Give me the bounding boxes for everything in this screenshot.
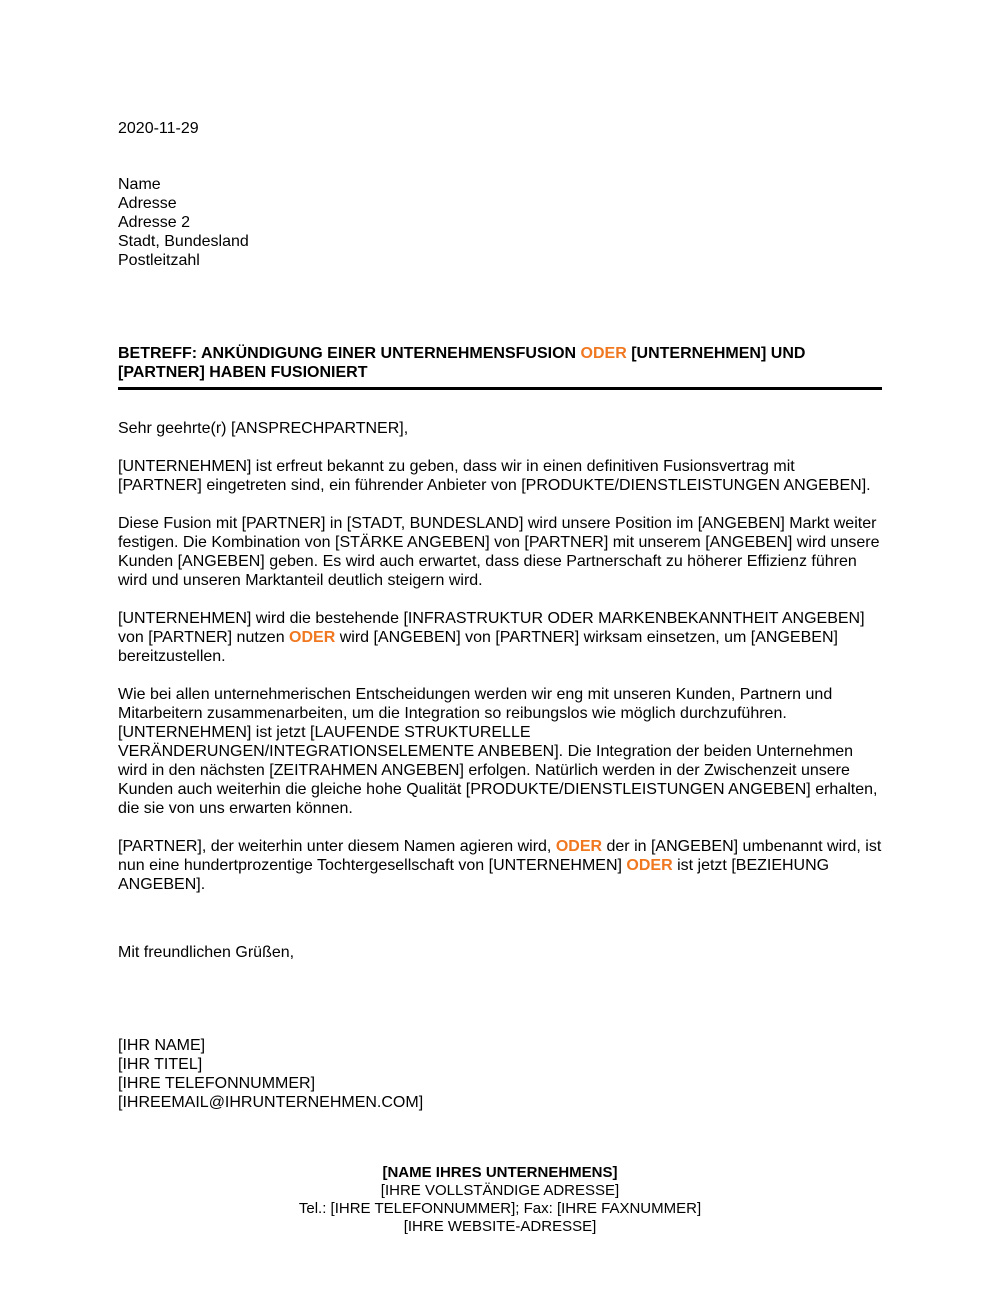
footer-address: [IHRE VOLLSTÄNDIGE ADRESSE] <box>380 1182 620 1199</box>
recipient-postal-code: Postleitzahl <box>118 252 200 269</box>
paragraph-2: Diese Fusion mit [PARTNER] in [STADT, BUNDESLAND] wird unsere Position im [ANGEBEN] Markt weiter festigen. Die Kombination von [STÄRKE ANGEBEN] von [PARTNER] mit unserem [ANGEBEN] wird unsere Kunden [ANGEBEN] geben. Es wird auch erwartet, dass diese Partnerschaft zu höherer Effizienz führen wird und unseren Marktanteil deutlich steigern wird. <box>118 515 880 589</box>
salutation: Sehr geehrte(r) [ANSPRECHPARTNER], <box>118 420 409 437</box>
paragraph-3-text-2: wird [ANGEBEN] von [PARTNER] wirksam einsetzen, um [ANGEBEN] bereitzustellen. <box>118 629 838 665</box>
subject-text-2: [UNTERNEHMEN] UND [PARTNER] HABEN FUSIONIERT <box>118 345 806 381</box>
signature-name: [IHR NAME] <box>118 1037 206 1054</box>
paragraph-4: Wie bei allen unternehmerischen Entscheidungen werden wir eng mit unseren Kunden, Partnern und Mitarbeitern zusammenarbeiten, um die Integration so reibungslos wie möglich durchzuführen. [UNTERNEHMEN] ist jetzt [LAUFENDE STRUKTURELLE VERÄNDERUNGEN/INTEGRATIONSELEMENTE ANBEBEN]. Die Integration der beiden Unternehmen wird in den nächsten [ZEITRAHMEN ANGEBEN] erfolgen. Natürlich werden in der Zwischenzeit unsere Kunden auch weiterhin die gleiche hohe Qualität [PRODUKTE/DIENSTLEISTUNGEN ANGEBEN] erhalten, die sie von uns erwarten können. <box>118 686 878 817</box>
paragraph-5-oder-1: ODER <box>555 838 603 855</box>
subject-line <box>118 344 882 382</box>
recipient-name: Name <box>118 176 161 193</box>
subject-text-1: BETREFF: ANKÜNDIGUNG EINER UNTERNEHMENSFUSION <box>118 345 581 362</box>
paragraph-5-text-3: ist jetzt [BEZIEHUNG ANGEBEN]. <box>118 857 830 893</box>
recipient-address-line2: Adresse 2 <box>118 214 191 231</box>
letter-page <box>118 0 882 1290</box>
signature-title: [IHR TITEL] <box>118 1056 203 1073</box>
subject-oder: ODER <box>580 345 627 362</box>
recipient-address-line1: Adresse <box>118 195 177 212</box>
letter-body <box>118 419 882 913</box>
closing: Mit freundlichen Grüßen, <box>118 944 295 961</box>
subject-divider <box>118 387 882 390</box>
signature-email: [IHREEMAIL@IHRUNTERNEHMEN.COM] <box>118 1094 424 1111</box>
letter-date: 2020-11-29 <box>118 120 199 137</box>
recipient-city-state: Stadt, Bundesland <box>118 233 249 250</box>
paragraph-1: [UNTERNEHMEN] ist erfreut bekannt zu geben, dass wir in einen definitiven Fusionsvertrag mit [PARTNER] eingetreten sind, ein führender Anbieter von [PRODUKTE/DIENSTLEISTUNGEN ANGEBEN]. <box>118 458 871 494</box>
paragraph-3-text-1: [UNTERNEHMEN] wird die bestehende [INFRASTRUKTUR ODER MARKENBEKANNTHEIT ANGEBEN] von [PARTNER] nutzen <box>118 610 865 646</box>
letter-footer <box>118 1164 882 1236</box>
paragraph-5 <box>118 837 882 894</box>
footer-phone-fax: Tel.: [IHRE TELEFONNUMMER]; Fax: [IHRE FAXNUMMER] <box>298 1200 702 1217</box>
signature-block <box>118 1036 423 1112</box>
signature-phone: [IHRE TELEFONNUMMER] <box>118 1075 316 1092</box>
footer-website: [IHRE WEBSITE-ADRESSE] <box>403 1218 597 1235</box>
paragraph-3 <box>118 609 882 666</box>
paragraph-5-text-2: der in [ANGEBEN] umbenannt wird, ist nun eine hundertprozentige Tochtergesellschaft von [UNTERNEHMEN] <box>118 838 882 874</box>
paragraph-5-text-1: [PARTNER], der weiterhin unter diesem Namen agieren wird, <box>118 838 556 855</box>
recipient-address <box>118 175 249 270</box>
paragraph-5-oder-2: ODER <box>626 857 673 874</box>
paragraph-3-oder: ODER <box>289 629 336 646</box>
footer-company-name: [NAME IHRES UNTERNEHMENS] <box>382 1164 618 1181</box>
